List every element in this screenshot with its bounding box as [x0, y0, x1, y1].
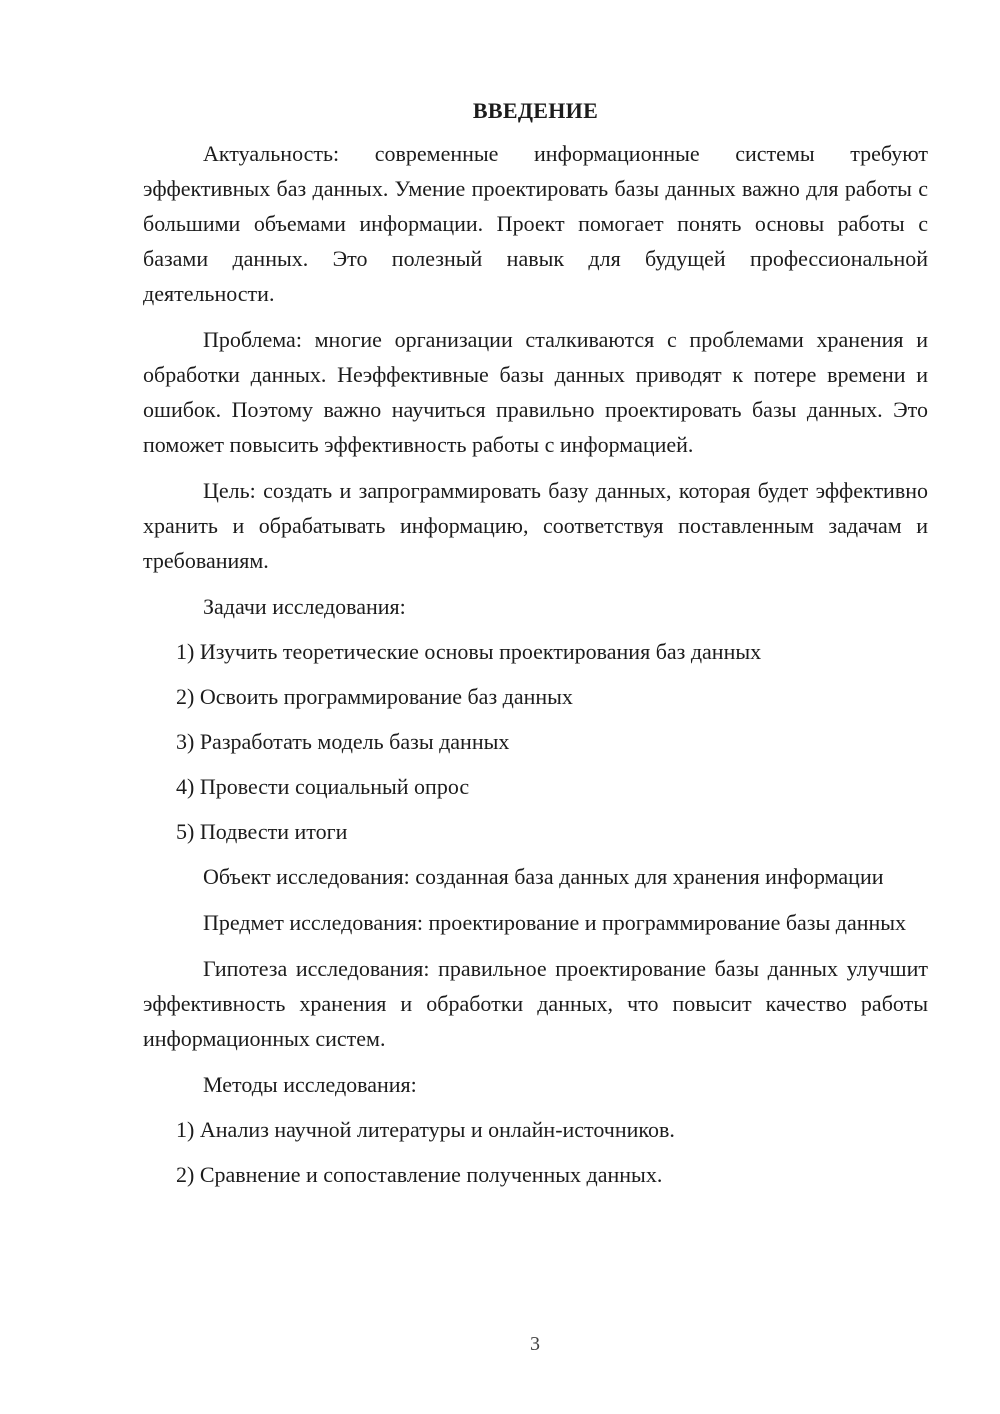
tasks-list — [143, 634, 928, 849]
list-item: 3) Разработать модель базы данных — [176, 729, 510, 754]
object-paragraph: Объект исследования: созданная база данных для хранения информации — [203, 864, 884, 889]
problem-paragraph: Проблема: многие организации сталкиваются с проблемами хранения и обработки данных. Неэффективные базы данных приводят к потере времени и ошибок. Поэтому важно научиться правильно проектировать базы данных. Это поможет повысить эффективность работы с информацией. — [143, 327, 928, 457]
hypothesis-paragraph: Гипотеза исследования: правильное проектирование базы данных улучшит эффективность хранения и обработки данных, что повысит качество работы информационных систем. — [143, 956, 928, 1051]
list-item: 1) Изучить теоретические основы проектирования баз данных — [176, 639, 762, 664]
list-item: 2) Освоить программирование баз данных — [176, 684, 573, 709]
document-page — [143, 96, 928, 1202]
list-item: 2) Сравнение и сопоставление полученных данных. — [176, 1162, 663, 1187]
section-title: ВВЕДЕНИЕ — [472, 98, 599, 123]
page-number: 3 — [530, 1333, 540, 1355]
goal-paragraph: Цель: создать и запрограммировать базу данных, которая будет эффективно хранить и обрабатывать информацию, соответствуя поставленным задачам и требованиям. — [143, 478, 928, 573]
methods-heading: Методы исследования: — [203, 1072, 417, 1097]
tasks-heading: Задачи исследования: — [203, 594, 406, 619]
subject-paragraph: Предмет исследования: проектирование и программирование базы данных — [203, 910, 907, 935]
relevance-paragraph: Актуальность: современные информационные системы требуют эффективных баз данных. Умение проектировать базы данных важно для работы с большими объемами информации. Проект помогает понять основы работы с базами данных. Это полезный навык для будущей профессиональной деятельности. — [143, 141, 928, 306]
list-item: 5) Подвести итоги — [176, 819, 348, 844]
methods-list — [143, 1112, 928, 1192]
list-item: 4) Провести социальный опрос — [176, 774, 470, 799]
list-item: 1) Анализ научной литературы и онлайн-источников. — [176, 1117, 675, 1142]
